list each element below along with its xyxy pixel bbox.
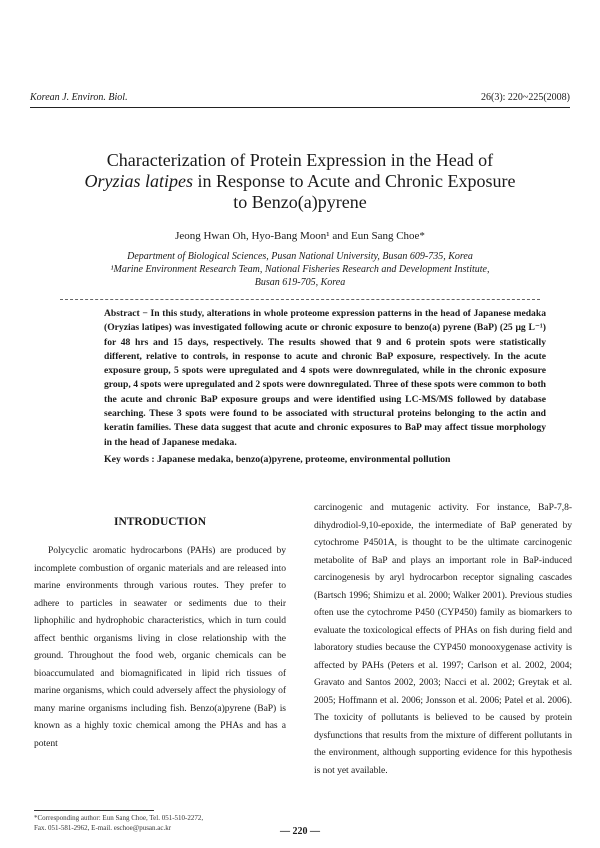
abstract: Abstract − In this study, alterations in whole proteome expression patterns in the head of Japanese medaka (Oryzias latipes) was investigated following acute or chronic exposure to benzo(a) pyrene (BaP) (25 μg L⁻¹) for 48 hrs and 15 days, respectively. The results showed that 9 and 6 protein spots were statistically different, relative to controls, in response to acute and chronic BaP exposure, respectively. In the acute exposure group, 5 spots were upregulated and 4 spots were downregulated, while in the chronic exposure group, 4 spots were upregulated and 2 spots were downregulated. Three of these spots were common to both the acute and chronic BaP exposure groups and were identified using LC-MS/MS followed by database searching. These 3 spots were found to be associated with structural proteins belonging to the actin and keratin families. These data suggest that acute and chronic exposures to BaP may affect tissue morphology in the head of Japanese medaka. xyxy=(104,308,546,448)
affiliation-1: Department of Biological Sciences, Pusan National University, Busan 609-735, Korea xyxy=(127,251,473,262)
title-line-3: to Benzo(a)pyrene xyxy=(233,192,367,212)
header-rule xyxy=(30,107,570,108)
introduction-heading: INTRODUCTION xyxy=(113,516,206,528)
authors: Jeong Hwan Oh, Hyo-Bang Moon¹ and Eun Sang Choe* xyxy=(175,230,425,242)
affiliations xyxy=(60,250,540,289)
introduction-paragraph-left: Polycyclic aromatic hydrocarbons (PAHs) are produced by incomplete combustion of organic materials and are released into marine environments through various routes. They prefer to adhere to particles in seawater or sediments due to their liphophilic and hydrophobic characteristics, which in turn could affect benthic organisms living in close relationship with the ground. Throughout the food web, organic chemicals can be bioaccumulated and biomagnificated in lipid rich tissues of marine organisms, which could adversely affect the physiology of many marine organisms including fish. Benzo(a)pyrene (BaP) is known as a highly toxic chemical among the PHAs and has a potent xyxy=(34,545,286,749)
introduction-paragraph-right: carcinogenic and mutagenic activity. For instance, BaP-7,8-dihydrodiol-9,10-epoxide, the intermediate of BaP generated by cytochrome P4501A, is thought to be the ultimate carcinogenic metabolite of BaP and plays an important role in BaP-induced carcinogenesis by aryl hydrocarbon receptor signaling cascades (Bartsch 1996; Shimizu et al. 2000; Walker 2001). Previous studies often use the cytochrome P450 (CYP450) family as biomarkers to evaluate the toxicological effects of PHAs on fish during field and laboratory studies because the CYP450 monooxygenase activity is affected by PAHs (Peters et al. 1997; Carlson et al. 2002, 2004; Gravato and Santos 2002, 2003; Nacci et al. 2002; Greytak et al. 2005; Hoffmann et al. 2006; Jonsson et al. 2006; Patel et al. 2006). The toxicity of pollutants is believed to be caused by protein dysfunctions that results from the mixture of different pollutants in the environment, although supporting evidence for this hypothesis is not yet available. xyxy=(314,502,572,776)
title-line-2-rest: in Response to Acute and Chronic Exposure xyxy=(193,171,516,191)
keywords: Key words : Japanese medaka, benzo(a)pyrene, proteome, environmental pollution xyxy=(104,454,451,465)
running-head xyxy=(30,92,570,106)
footnote-line-2: Fax. 051-581-2962, E-mail. eschoe@pusan.ac.kr xyxy=(34,824,172,832)
affiliation-2: ¹Marine Environment Research Team, National Fisheries Research and Development Institute, xyxy=(110,264,490,275)
section-divider xyxy=(60,299,540,300)
affiliation-2-cont: Busan 619-705, Korea xyxy=(254,277,346,288)
title-line-1: Characterization of Protein Expression in the Head of xyxy=(106,150,494,170)
paper-title xyxy=(70,150,530,213)
page-number: — 220 — xyxy=(280,826,320,837)
title-species: Oryzias latipes xyxy=(84,171,194,191)
title-line-2 xyxy=(70,171,530,192)
journal-citation: 26(3): 220~225(2008) xyxy=(480,92,570,103)
right-column xyxy=(314,499,572,779)
footnote-line-1: *Corresponding author: Eun Sang Choe, Tel. 051-510-2272, xyxy=(34,814,204,822)
journal-name: Korean J. Environ. Biol. xyxy=(30,92,128,103)
left-column xyxy=(34,510,286,752)
footnote-rule xyxy=(34,810,154,811)
